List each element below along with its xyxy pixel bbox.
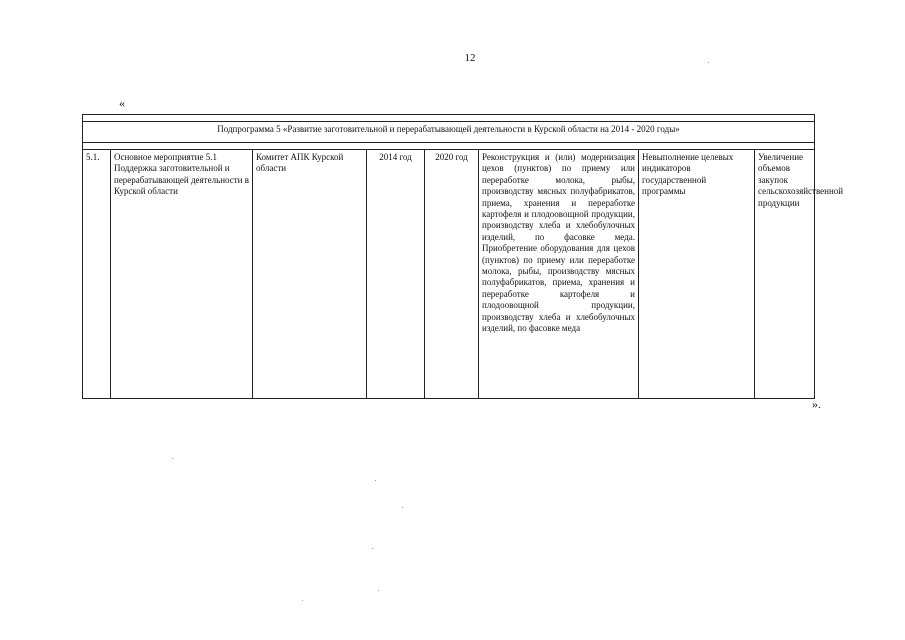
- end-year-cell: 2020 год: [425, 150, 479, 399]
- executor-cell: Комитет АПК Курской области: [253, 150, 367, 399]
- activity-cell: Основное мероприятие 5.1 Поддержка заготовительной и перерабатывающей деятельности в Курской области: [111, 150, 253, 399]
- start-year-cell: 2014 год: [367, 150, 425, 399]
- result-cell: Увеличение объемов закупок сельскохозяйственной продукции: [755, 150, 815, 399]
- table-row: [83, 150, 815, 399]
- scan-speck: [375, 480, 376, 481]
- scan-speck: [402, 507, 403, 508]
- scan-speck: [172, 458, 173, 459]
- scan-speck: [372, 548, 373, 549]
- content-cell: Реконструкция и (или) модернизация цехов (пунктов) по приему или переработке молока, рыбы, производству мясных полуфабрикатов, приема, хранения и переработке картофеля и плодоовощной продукции, производству хлеба и хлебобулочных изделий, по фасовке меда. Приобретение оборудования для цехов (пунктов) по приему или переработке молока, рыбы, производству мясных полуфабрикатов, приема, хранения и переработке картофеля и плодоовощной продукции, производству хлеба и хлебобулочных изделий, по фасовке меда: [479, 150, 639, 399]
- row-number: 5.1.: [83, 150, 111, 399]
- scan-speck: [302, 600, 303, 601]
- scan-speck: [378, 590, 379, 591]
- page-number: 12: [464, 52, 476, 64]
- table-top-spacer: [83, 115, 815, 122]
- consequences-cell: Невыполнение целевых индикаторов государственной программы: [639, 150, 755, 399]
- opening-quote: «: [119, 96, 125, 110]
- closing-quote: ».: [812, 397, 821, 411]
- table-header-spacer: [83, 143, 815, 150]
- subprogram-table: [82, 114, 844, 399]
- scan-speck: [708, 62, 709, 63]
- subprogram-header: Подпрограмма 5 «Развитие заготовительной и перерабатывающей деятельности в Курской области на 2014 - 2020 годы»: [83, 122, 815, 143]
